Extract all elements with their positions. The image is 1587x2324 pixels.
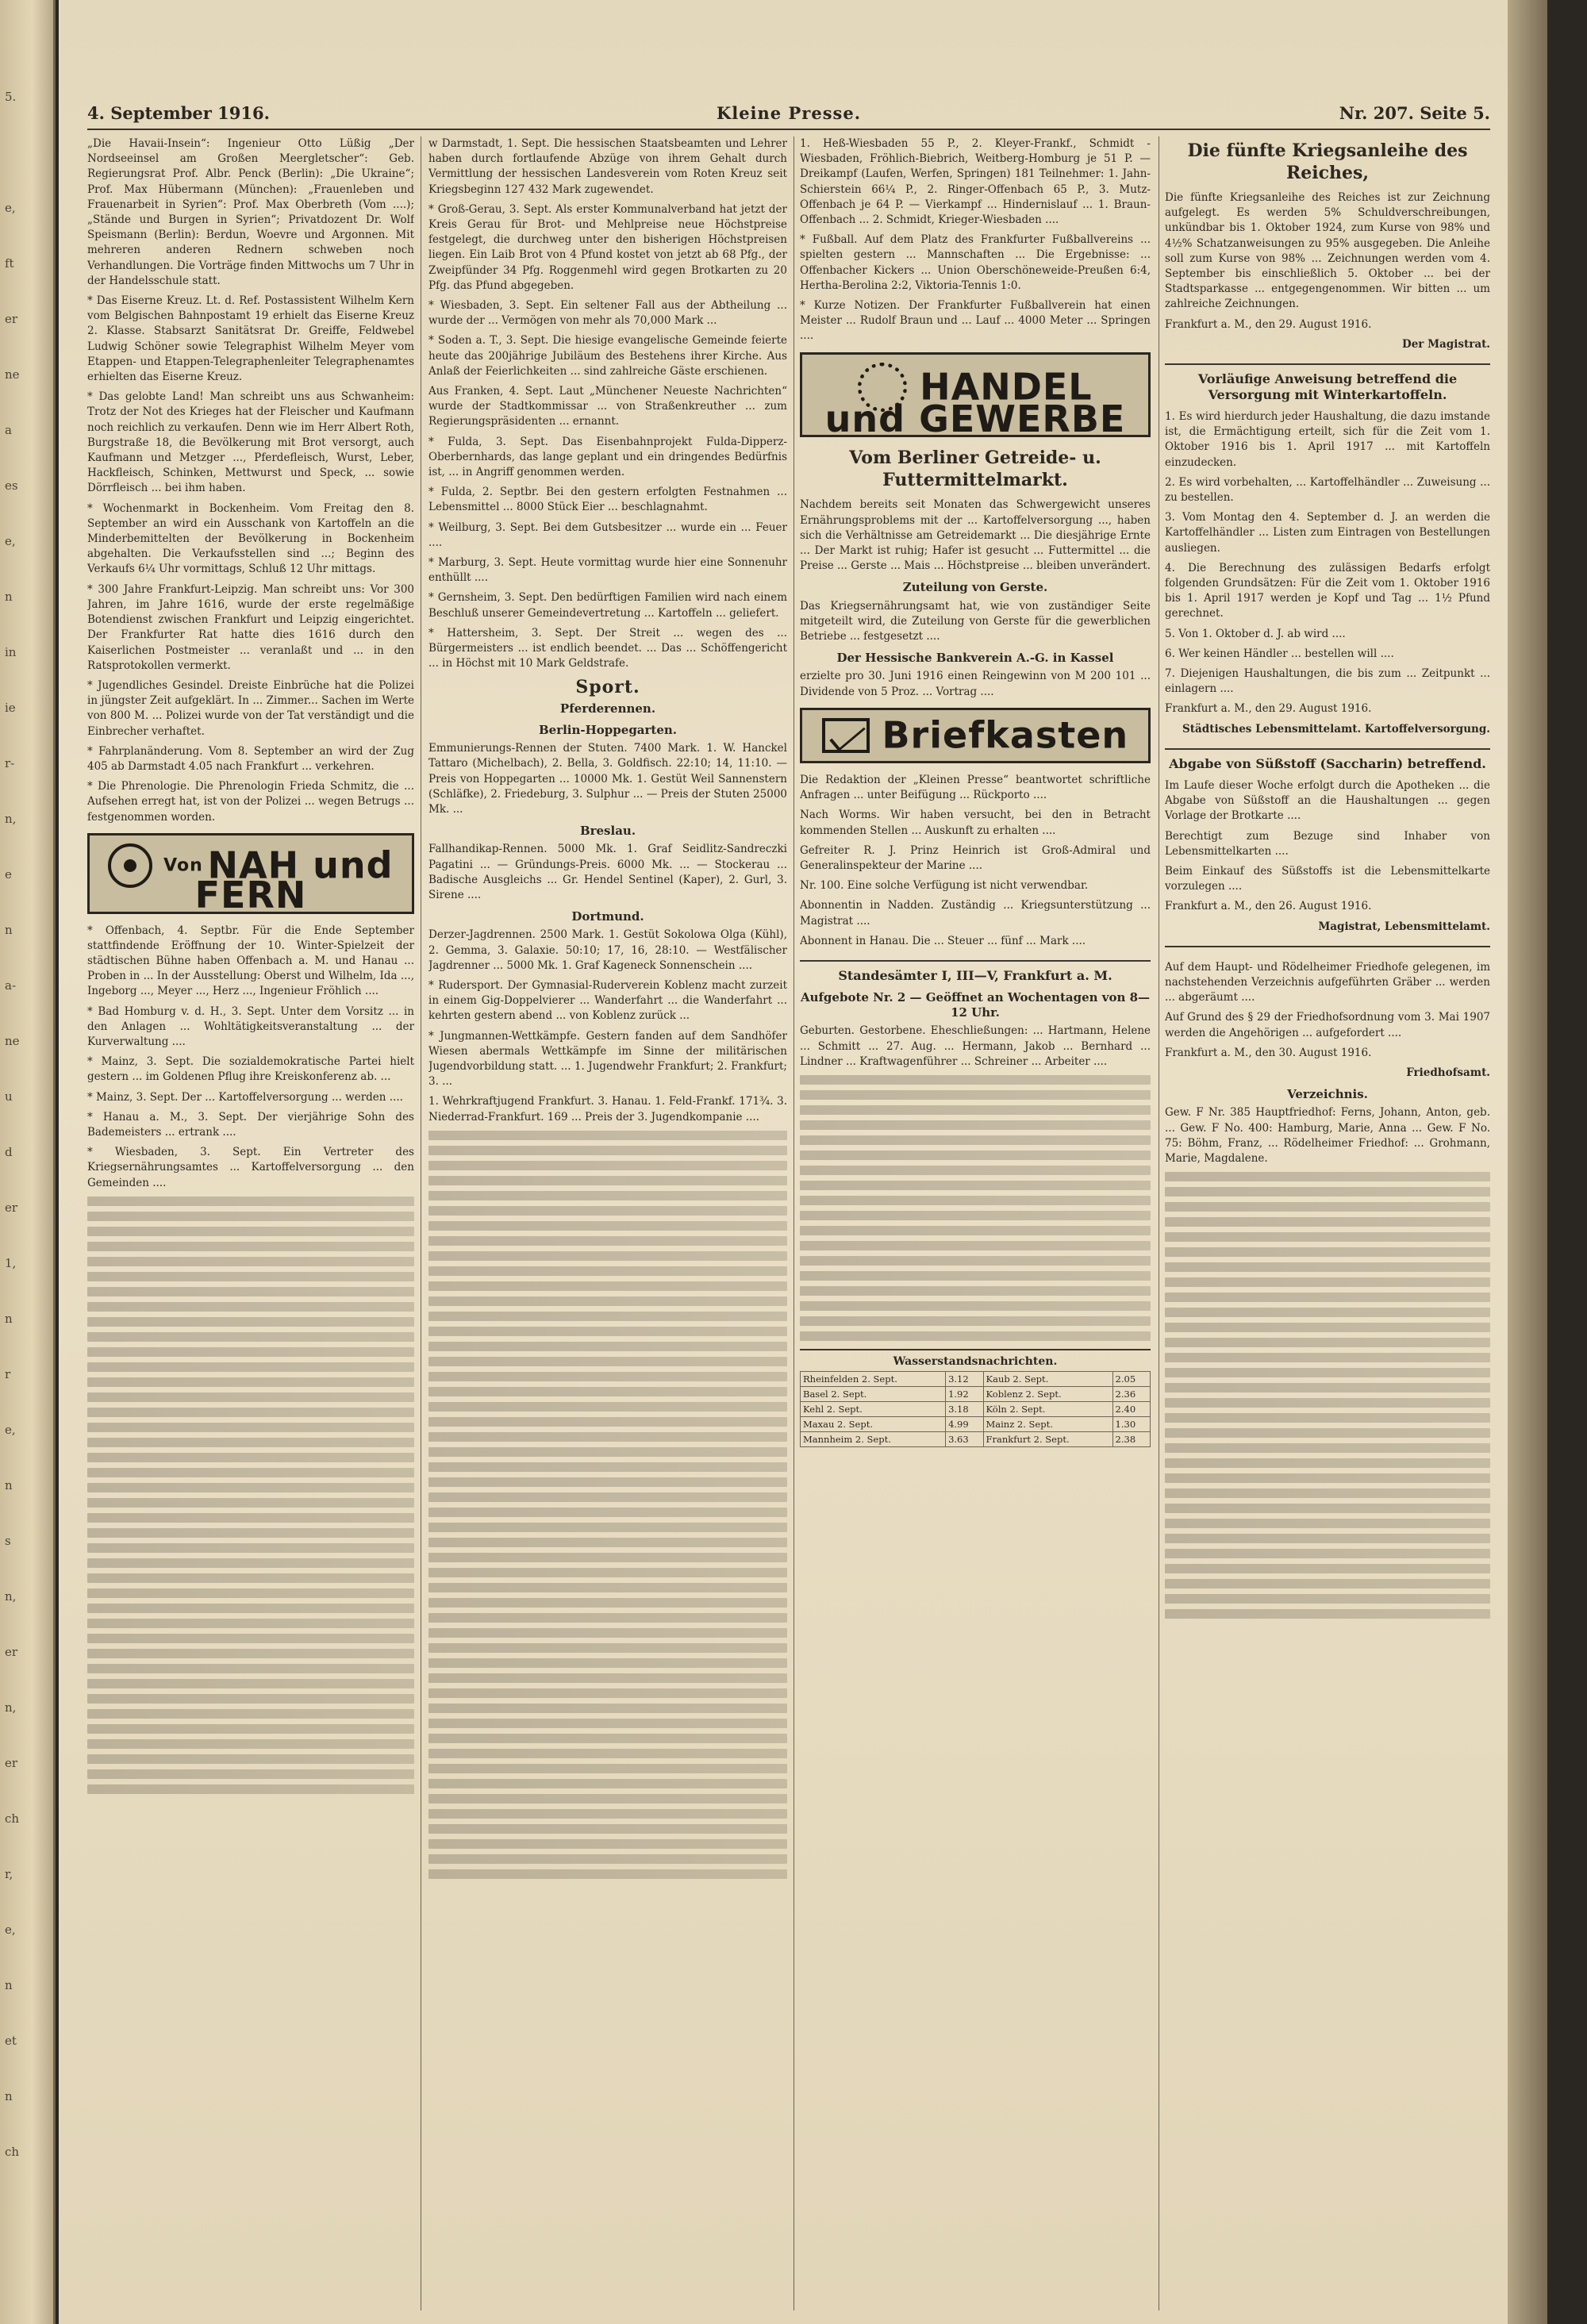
binding-edge-text: r, [5,1867,13,1881]
column-4 [1165,136,1490,2311]
article: Abonnentin in Nadden. Zuständig ... Kriegsunterstützung ... Magistrat .... [800,899,1151,928]
article: * Fußball. Auf dem Platz des Frankfurter Fußballvereins ... spielten gestern ... Mannschaften ... Die Ergebnisse: ... Offenbacher Kickers ... Union Oberschöneweide-Preußen 6:4, Hertha-Berolina 2:2, Viktoria-Tennis 1:0. [800,233,1151,292]
table-cell: 2.05 [1112,1371,1150,1386]
article: * Wochenmarkt in Bockenheim. Vom Freitag den 8. September an wird ein Ausschank von Kartoffeln an die Minderbemittelten der Bevölkerung in Bockenheim abgehalten. Die Verkaufsstellen sind ...; Beginn des Verkaufs 6¼ Uhr vormittags, Schluß 12 Uhr mittags. [87,501,414,576]
binding-edge-text: e, [5,1923,16,1937]
table-row [801,1416,1151,1431]
article-headline: Vom Berliner Getreide- u. Futtermittelmarkt. [849,448,1101,491]
header-date: 4. September 1916. [87,103,270,123]
notice-text: Die fünfte Kriegsanleihe des Reiches ist zur Zeichnung aufgelegt. Es werden 5% Schuldverschreibungen, unkündbar bis 1. Oktober 1924, zum Kurse von 98% und 4½% Schatzanweisungen zu 95% ausgegeben. Die Anleihe soll zum Kurse von 98% ... Zeichnungen werden vom 4. September bis einschließlich 5. Oktober ... bei der Stadtsparkasse ... entgegengenommen. Wir bitten ... um zahlreiche Zeichnungen. [1165,191,1490,311]
binding-edge-text: d [5,1145,13,1159]
binding-edge-text: 1, [5,1256,17,1270]
article: * Fulda, 3. Sept. Das Eisenbahnprojekt Fulda-Dipperz-Oberbernhards, das lange geplant und ein dringendes Bedürfnis ist, ... in Angriff genommen werden. [428,435,787,479]
section-banner-handel-und-gewerbe [800,352,1151,438]
wheel-icon [108,843,152,888]
article-subheadline: Aufgebote Nr. 2 — Geöffnet an Wochentagen von 8—12 Uhr. [800,989,1151,1020]
article: Emmunierungs-Rennen der Stuten. 7400 Mark. 1. W. Hanckel Tattaro (Michelbach), 2. Bella, 3. Goldfisch. 22:10; 14, 11:10. — Preis von Hoppegarten ... 10000 Mk. 1. Gestüt Weil Sannenstern (Schläfke), 2. Friedeburg, 3. Sulphur ... — Preis der Stuten 25000 Mk. ... [428,742,787,816]
notice-text: 1. Es wird hierdurch jeder Haushaltung, die dazu imstande ist, die Ermächtigung erteilt, sich für die Zeit vom 1. Oktober 1916 bis 1. April 1917 ... mit Kartoffeln einzudecken. [1165,410,1490,469]
article: * Weilburg, 3. Sept. Bei dem Gutsbesitzer ... wurde ein ... Feuer .... [428,520,787,549]
notice-headline: Abgabe von Süßstoff (Saccharin) betreffend. [1165,748,1490,772]
article: * Mainz, 3. Sept. Die sozialdemokratische Partei hielt gestern ... im Goldenen Pflug ihre Kreiskonferenz ab. ... [87,1055,414,1084]
article: * Soden a. T., 3. Sept. Die hiesige evangelische Gemeinde feierte heute das 200jährige Jubiläum des Bestehens ihrer Kirche. Aus Anlaß der Feierlichkeiten ... sind zahlreiche Gäste erschienen. [428,334,787,378]
binding-edge-text: s [5,1534,11,1548]
binding-edge-text: n [5,1312,13,1326]
table-cell: 1.30 [1112,1416,1150,1431]
article: Nr. 100. Eine solche Verfügung ist nicht verwendbar. [800,879,1089,893]
table-cell: 1.92 [946,1386,983,1401]
article: „Die Havaii-Insein“: Ingenieur Otto Lüßig „Der Nordseeinsel am Großen Meergletscher“: Geb. Regierungsrat Prof. Albr. Penck (Berlin): „Die Ukraine“; Prof. Max Hübermann (München): „Frauenleben und Frauenarbeit in Syrien“: Prof. Max Oberbreth (Vom ....); „Stände und Burgen in Syrien“; Privatdozent Dr. Wolf Speismann (Berlin): Berdun, Woevre und Argonnen. Mit mehreren anderen Rednern schweben noch Verhandlungen. Die Vorträge finden Mittwochs um 7 Uhr in der Handelsschule statt. [87,137,414,287]
article: w Darmstadt, 1. Sept. Die hessischen Staatsbeamten und Lehrer haben durch fortlaufende Abzüge von ihrem Gehalt durch Vermittlung der hessischen Landesverein vom Roten Kreuz seit Kriegsbeginn 127 432 Mark zugewendet. [428,137,787,196]
binding-edge-text: n [5,590,13,604]
table-cell: Frankfurt 2. Sept. [983,1431,1112,1446]
article: * Die Phrenologie. Die Phrenologin Frieda Schmitz, die ... Aufsehen erregt hat, ist von der Polizei ... wegen Betrugs ... festgenommen worden. [87,780,414,824]
notice-signature: Der Magistrat. [1402,337,1490,351]
binding-edge-text: ne [5,367,20,382]
table-cell: Mannheim 2. Sept. [801,1431,946,1446]
article: * Jugendliches Gesindel. Dreiste Einbrüche hat die Polizei in jüngster Zeit aufgeklärt. In ... Zimmer... Sachen im Werte von 800 M. ... Polizei wurde von der Tat verständigt und die Einbrecher verhaftet. [87,678,414,738]
article: 1. Heß-Wiesbaden 55 P., 2. Kleyer-Frankf., Schmidt - Wiesbaden, Fröhlich-Biebrich, Weitberg-Homburg je 51 P. — Dreikampf (Laufen, Werfen, Springen) 181 Teilnehmer: 1. Jahn-Schierstein 66¼ P., 2. Ringer-Offenbach 65 P., 3. Mutz-Offenbach je 64 P. — Vierkampf ... Hindernislauf ... 1. Braun-Offenbach ... 2. Schmidt, Krieger-Wiesbaden .... [800,137,1151,227]
subsection-title: Dortmund. [571,909,644,924]
article: * Hattersheim, 3. Sept. Der Streit ... wegen des ... Bürgermeisters ... ist endlich beendet. ... Das ... Schöffengericht ... in Höchst mit 10 Mark Geldstrafe. [428,626,787,670]
article: Geburten. Gestorbene. Eheschließungen: ... Hartmann, Helene ... Schmitt ... 27. Aug. ... Hermann, Jakob ... Bernhard ... Lindner ... Kraftwagenführer ... Schreiner ... Arbeiter .... [800,1024,1151,1068]
binding-edge-text: a- [5,978,17,993]
binding-edge-text: r [5,1367,11,1381]
binding-edge-text: n [5,1478,13,1492]
subsection-title: Breslau. [579,824,636,839]
binding-edge-text: ch [5,2145,20,2159]
binding-edge-text: ch [5,1811,20,1826]
binding-edge-text: er [5,1645,18,1659]
table-row [801,1431,1151,1446]
binding-edge-text: n [5,2089,13,2103]
binding-edge-text: n, [5,1700,17,1715]
table-cell: Koblenz 2. Sept. [983,1386,1112,1401]
illegible-text [428,1131,787,1879]
notice-text: 3. Vom Montag den 4. September d. J. an werden die Kartoffelhändler ... Listen zum Eintragen von Bestellungen ausliegen. [1165,511,1490,555]
article-headline: Zuteilung von Gerste. [902,580,1048,595]
banner-title: NAH und FERN [194,843,394,916]
notice-place-date: Frankfurt a. M., den 29. August 1916. [1165,317,1372,331]
notice-subheadline: Verzeichnis. [1287,1087,1368,1102]
article: * Hanau a. M., 3. Sept. Der vierjährige Sohn des Bademeisters ... ertrank .... [87,1110,414,1139]
notice-place-date: Frankfurt a. M., den 30. August 1916. [1165,1046,1372,1059]
article: 1. Wehrkraftjugend Frankfurt. 3. Hanau. 1. Feld-Frankf. 171¾. 3. Niederrad-Frankfurt. 169 ... Preis der 3. Jugendkompanie .... [428,1095,787,1124]
table-cell: Maxau 2. Sept. [801,1416,946,1431]
binding-edge-text: r- [5,756,15,770]
banner-title: HANDEL und GEWERBE [824,365,1126,440]
table-cell: Rheinfelden 2. Sept. [801,1371,946,1386]
article: Die Redaktion der „Kleinen Presse“ beantwortet schriftliche Anfragen ... unter Beifügung ... Rückporto .... [800,773,1151,802]
envelope-icon [822,718,870,753]
notice-place-date: Frankfurt a. M., den 29. August 1916. [1165,702,1372,716]
binding-edge-text: ne [5,1034,20,1048]
table-cell: Basel 2. Sept. [801,1386,946,1401]
table-row [801,1401,1151,1416]
illegible-text [800,1075,1151,1341]
table-cell: 3.63 [946,1431,983,1446]
subsection-title: Pferderennen. [559,701,656,716]
article: erzielte pro 30. Juni 1916 einen Reingewinn von M 200 101 ... Dividende von 5 Proz. ... Vortrag .... [800,670,1151,698]
article: Fallhandikap-Rennen. 5000 Mk. 1. Graf Seidlitz-Sandreczki Pagatini ... — Gründungs-Preis. 6000 Mk. ... — Stockerau ... Badische Ausgleichs ... Gr. Hendel Sentinel (Kaper), 2. Gurl, 3. Sirene .... [428,843,787,901]
table-cell: 2.40 [1112,1401,1150,1416]
notice-text: 5. Von 1. Oktober d. J. ab wird .... [1165,627,1346,640]
article: Nach Worms. Wir haben versucht, bei den in Betracht kommenden Stellen ... Auskunft zu erhalten .... [800,809,1151,837]
page-header [87,103,1490,130]
article-headline: Der Hessische Bankverein A.-G. in Kassel [836,651,1114,666]
binding-edge-text: n, [5,1589,17,1604]
article: * Bad Homburg v. d. H., 3. Sept. Unter dem Vorsitz ... in den Anlagen ... Wohltätigkeitsveranstaltung ... der Kurverwaltung .... [87,1005,414,1048]
table-cell: Kaub 2. Sept. [983,1371,1112,1386]
table-cell: 2.36 [1112,1386,1150,1401]
notice-text: 7. Diejenigen Haushaltungen, die bis zum ... Zeitpunkt ... einlagern .... [1165,667,1490,696]
table-row [801,1371,1151,1386]
banner-title: Briefkasten [882,713,1129,757]
article: * Wiesbaden, 3. Sept. Ein seltener Fall aus der Abtheilung ... wurde der ... Vermögen von mehr als 70,000 Mark ... [428,299,787,328]
notice-headline: Vorläufige Anweisung betreffend die Versorgung mit Winterkartoffeln. [1165,363,1490,403]
notice-text: 4. Die Berechnung des zulässigen Bedarfs erfolgt folgenden Grundsätzen: Für die Zeit vom 1. Oktober 1916 bis 1. April 1917 werden je Kopf und Tag ... 1½ Pfund gerechnet. [1165,561,1490,620]
article: * Fahrplanänderung. Vom 8. September an wird der Zug 405 ab Darmstadt 4.05 nach Frankfurt ... verkehren. [87,744,414,773]
notice-signature: Friedhofsamt. [1406,1066,1490,1079]
header-page-number: Nr. 207. Seite 5. [1339,103,1490,123]
notice-signature: Magistrat, Lebensmittelamt. [1318,920,1490,933]
article: * 300 Jahre Frankfurt-Leipzig. Man schreibt uns: Vor 300 Jahren, im Jahre 1616, wurde der erste regelmäßige Botendienst zwischen Frankfurt und Leipzig eingerichtet. Der Frankfurter Rat hatte dies 1616 durch den Kaiserlichen Postmeister ... veranlaßt und ... in den Ratsprotokollen vermerkt. [87,582,414,672]
table-cell: 4.99 [946,1416,983,1431]
column-1 [87,136,414,2311]
water-level-title: Wasserstandsnachrichten. [893,1354,1058,1368]
table-row [801,1386,1151,1401]
article: * Offenbach, 4. Septbr. Für die Ende September stattfindende Eröffnung der 10. Winter-Spielzeit der städtischen Bühne haben Offenbach a. M. und Hanau ... Proben in ... In der Ausstellung: Oberst und Wilhelm, Ida ..., Ingeborg ..., Meyer ..., Herz ..., Ingenieur Fröhlich .... [87,924,414,998]
notice-place-date: Frankfurt a. M., den 26. August 1916. [1165,900,1372,913]
binding-edge-text: 5. [5,90,17,104]
article: * Das Eiserne Kreuz. Lt. d. Ref. Postassistent Wilhelm Kern vom Belgischen Bahnpostamt 19 erhielt das Eiserne Kreuz 2. Klasse. Stabsarzt Sanitätsrat Dr. Greiffe, Feldwebel Ludwig Schöner sowie Telegraphist Wilhelm Meyer vom Etappen- und Etappen-Telegraphenleiter Telegraphenamtes erhielten das Eiserne Kreuz. [87,294,414,384]
notice-headline: Die fünfte Kriegsanleihe des Reiches, [1187,140,1468,183]
binding-edge-text: a [5,423,12,437]
binding-edge-text: n [5,1978,13,1992]
article: * Rudersport. Der Gymnasial-Ruderverein Koblenz macht zurzeit in einem Gig-Doppelvierer ... Wanderfahrt ... die Wanderfahrt ... kehrten gestern abend ... von Koblenz zurück ... [428,978,787,1023]
column-2 [428,136,787,2311]
table-cell: 3.18 [946,1401,983,1416]
illegible-text [1165,1172,1490,1619]
binding-strip [0,0,56,2324]
article: * Mainz, 3. Sept. Der ... Kartoffelversorgung ... werden .... [87,1090,403,1104]
article: * Kurze Notizen. Der Frankfurter Fußballverein hat einen Meister ... Rudolf Braun und ... Lauf ... 4000 Meter ... Springen .... [800,299,1151,343]
article: * Fulda, 2. Septbr. Bei den gestern erfolgten Festnahmen ... Lebensmittel ... 8000 Stück Eier ... beschlagnahmt. [428,486,787,514]
article: * Gernsheim, 3. Sept. Den bedürftigen Familien wird nach einem Beschluß unserer Gemeindevertretung ... Kartoffeln ... geliefert. [428,591,787,620]
notice-text: Gew. F Nr. 385 Hauptfriedhof: Ferns, Johann, Anton, geb. ... Gew. F No. 400: Hamburg, Marie, Anna ... Gew. F No. 75: Böhm, Franz, ... Rödelheimer Friedhof: ... Grohmann, Marie, Magdalene. [1165,1106,1490,1165]
binding-edge-text: er [5,1200,18,1215]
table-cell: 3.12 [946,1371,983,1386]
article: * Groß-Gerau, 3. Sept. Als erster Kommunalverband hat jetzt der Kreis Gerau für Brot- und Mehlpreise neue Höchstpreise festgelegt, die durchweg unter den bisherigen Höchstpreisen liegen. Ein Laib Brot von 4 Pfund kostet von jetzt ab 68 Pfg., der Zweipfünder 34 Pfg. Roggenmehl wird gegen Brotkarten zu 20 Pfg. das Pfund abgegeben. [428,202,787,292]
notice-text: 2. Es wird vorbehalten, ... Kartoffelhändler ... Zuweisung ... zu bestellen. [1165,475,1490,505]
binding-edge-text: et [5,2034,17,2048]
water-level-grid [800,1371,1151,1447]
binding-edge-text: ie [5,701,16,715]
article: Aus Franken, 4. Sept. Laut „Münchener Neueste Nachrichten“ wurde der Stadtkommissar ... von Straßenkreuther ... zum Regierungspräsidenten ... ernannt. [428,385,787,428]
binding-edge-text: e, [5,534,16,548]
article: Nachdem bereits seit Monaten das Schwergewicht unseres Ernährungsproblems mit der ... Kartoffelversorgung ..., haben sich die Verhältnisse am Getreidemarkt ... Die diesjährige Ernte ... Der Markt ist ruhig; Hafer ist gesucht ... Futtermittel ... die Preise ... Gerste ... Mais ... Höchstpreise ... bleiben unverändert. [800,498,1151,573]
binding-edge-text: e [5,867,12,882]
notice-separator [1165,946,1490,954]
binding-edge-text: er [5,1756,18,1770]
notice-text: Im Laufe dieser Woche erfolgt durch die Apotheken ... die Abgabe von Süßstoff an die Haushaltungen ... gegen Vorlage der Brotkarte .... [1165,778,1490,823]
binding-edge-text: u [5,1089,13,1104]
binding-edge-text: ft [5,256,14,271]
table-cell: Mainz 2. Sept. [983,1416,1112,1431]
notice-text: Auf Grund des § 29 der Friedhofsordnung vom 3. Mai 1907 werden die Angehörigen ... aufgefordert .... [1165,1011,1490,1039]
section-title-sport: Sport. [575,676,640,697]
article: * Wiesbaden, 3. Sept. Ein Vertreter des Kriegsernährungsamtes ... Kartoffelversorgung ... den Gemeinden .... [87,1146,414,1189]
newspaper-page [59,0,1547,2324]
article: * Marburg, 3. Sept. Heute vormittag wurde hier eine Sonnenuhr enthüllt .... [428,556,787,585]
notice-text: Auf dem Haupt- und Rödelheimer Friedhofe gelegenen, im nachstehenden Verzeichnis aufgeführten Gräber ... werden ... abgeräumt .... [1165,960,1490,1005]
table-cell: Kehl 2. Sept. [801,1401,946,1416]
article: * Das gelobte Land! Man schreibt uns aus Schwanheim: Trotz der Not des Krieges hat der Fleischer und Kaufmann noch reichlich zu verkaufen. Denn wie im Herr Albert Roth, Burgstraße 18, die Bevölkerung mit Brot versorgt, auch Kaufmann und Metzger ..., Pferdefleisch, Wurst, Leber, Hackfleisch, Schinken, Mettwurst und Speck, ... sowie Dörrfleisch ... bei ihm haben. [87,390,414,495]
binding-edge-text: n, [5,812,17,826]
binding-edge-text: es [5,478,18,493]
banner-prefix: Von [163,855,203,876]
binding-edge-text: e, [5,201,16,215]
table-cell: Köln 2. Sept. [983,1401,1112,1416]
binding-edge-text: er [5,312,18,326]
section-banner-briefkasten [800,708,1151,763]
table-cell: 2.38 [1112,1431,1150,1446]
header-paper-title: Kleine Presse. [716,103,862,123]
article: Das Kriegsernährungsamt hat, wie von zuständiger Seite mitgeteilt wird, die Zuteilung von Gerste für die gewerblichen Betriebe ... festgesetzt .... [800,599,1151,643]
water-level-table [800,1349,1151,1447]
page-edge [1508,0,1547,2324]
notice-text: 6. Wer keinen Händler ... bestellen will .... [1165,647,1394,660]
binding-edge-text: e, [5,1423,16,1437]
notice-text: Berechtigt zum Bezuge sind Inhaber von Lebensmittelkarten .... [1165,829,1490,858]
notice-signature: Städtisches Lebensmittelamt. Kartoffelversorgung. [1182,722,1490,736]
article: Gefreiter R. J. Prinz Heinrich ist Groß-Admiral und Generalinspekteur der Marine .... [800,843,1151,872]
subsection-title: Berlin-Hoppegarten. [538,722,678,737]
illegible-text [87,1197,414,1794]
article-headline: Standesämter I, III—V, Frankfurt a. M. [800,960,1151,984]
binding-edge-text: n [5,923,13,937]
section-banner-nah-und-fern [87,833,414,914]
article: Derzer-Jagdrennen. 2500 Mark. 1. Gestüt Sokolowa Olga (Kühl), 2. Gemma, 3. Galaxie. 50:10; 17, 16, 28:10. — Westfälischer Jagdrenner ... 5000 Mk. 1. Graf Kageneck Sonnenschein .... [428,928,787,972]
column-3 [800,136,1151,2311]
notice-text: Beim Einkauf des Süßstoffs ist die Lebensmittelkarte vorzulegen .... [1165,864,1490,893]
binding-edge-text: in [5,645,17,659]
article: Abonnent in Hanau. Die ... Steuer ... fünf ... Mark .... [800,934,1086,947]
article: * Jungmannen-Wettkämpfe. Gestern fanden auf dem Sandhöfer Wiesen abermals Wettkämpfe im Sinne der militärischen Jugendvorbildung statt. ... 1. Jugendwehr Frankfurt; 2. Frankfurt; 3. ... [428,1029,787,1089]
